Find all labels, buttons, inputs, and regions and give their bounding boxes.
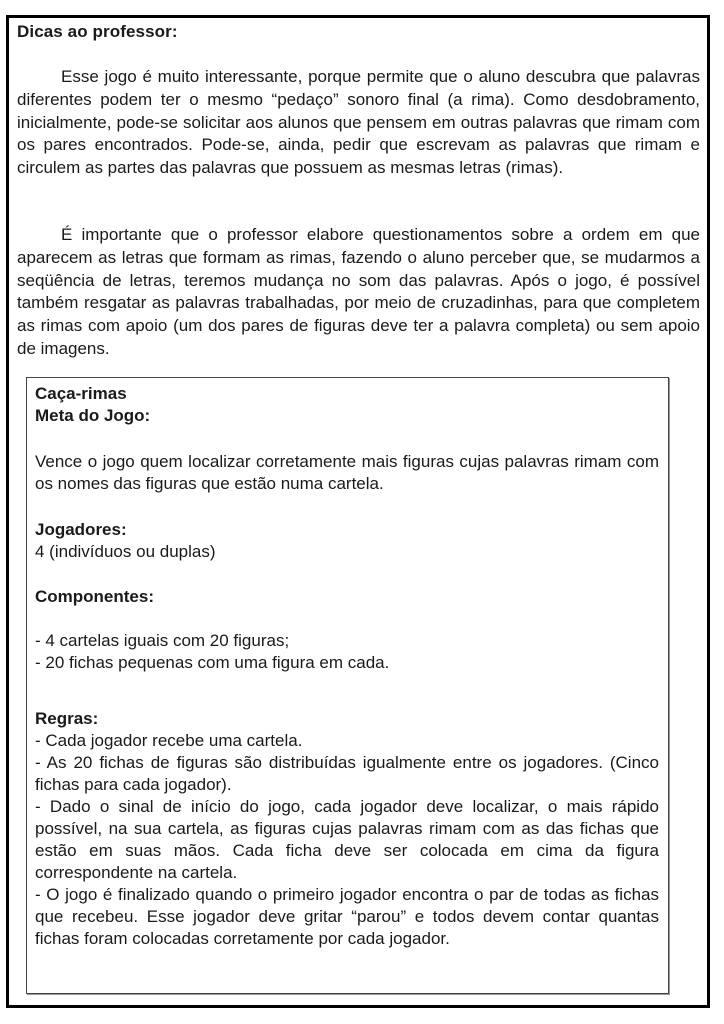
game-rules-box xyxy=(26,377,669,994)
rules-label: Regras: xyxy=(35,709,99,728)
list-item: - 20 fichas pequenas com uma figura em cada. xyxy=(35,653,390,672)
list-item: - 4 cartelas iguais com 20 figuras; xyxy=(35,631,290,650)
list-item: - O jogo é finalizado quando o primeiro jogador encontra o par de todas as fichas que recebeu. Esse jogador deve gritar “parou” e todos devem contar quantas fichas foram colocadas corretamente por cada jogador. xyxy=(35,885,659,948)
goal-label: Meta do Jogo: xyxy=(35,406,151,425)
players-label: Jogadores: xyxy=(35,520,127,539)
game-name: Caça-rimas xyxy=(35,384,127,403)
list-item: - Dado o sinal de início do jogo, cada jogador deve localizar, o mais rápido possível, na sua cartela, as figuras cujas palavras rimam com as das fichas que estão em suas mãos. Cada ficha deve ser colocada em cima da figura correspondente na cartela. xyxy=(35,797,659,882)
components-label: Componentes: xyxy=(35,587,154,606)
list-item: - As 20 fichas de figuras são distribuídas igualmente entre os jogadores. (Cinco fichas para cada jogador). xyxy=(35,753,659,794)
rules-list xyxy=(35,730,659,950)
goal-text: Vence o jogo quem localizar corretamente mais figuras cujas palavras rimam com os nomes das figuras que estão numa cartela. xyxy=(35,452,659,493)
tips-title: Dicas ao professor: xyxy=(17,22,178,41)
components-list xyxy=(35,630,659,674)
tips-paragraph-1: Esse jogo é muito interessante, porque permite que o aluno descubra que palavras diferentes podem ter o mesmo “pedaço” sonoro final (a rima). Como desdobramento, inicialmente, pode-se solicitar aos alunos que pensem em outras palavras que rimam com os pares encontrados. Pode-se, ainda, pedir que escrevam as palavras que rimam e circulem as partes das palavras que possuem as mesmas letras (rimas). xyxy=(17,67,700,178)
tips-paragraph-2: É importante que o professor elabore questionamentos sobre a ordem em que aparecem as letras que formam as rimas, fazendo o aluno perceber que, se mudarmos a seqüência de letras, teremos mudança no som das palavras. Após o jogo, é possível também resgatar as palavras trabalhadas, por meio de cruzadinhas, para que completem as rimas com apoio (um dos pares de figuras deve ter a palavra completa) ou sem apoio de imagens. xyxy=(17,225,700,358)
players-text: 4 (indivíduos ou duplas) xyxy=(35,542,216,561)
list-item: - Cada jogador recebe uma cartela. xyxy=(35,731,303,750)
